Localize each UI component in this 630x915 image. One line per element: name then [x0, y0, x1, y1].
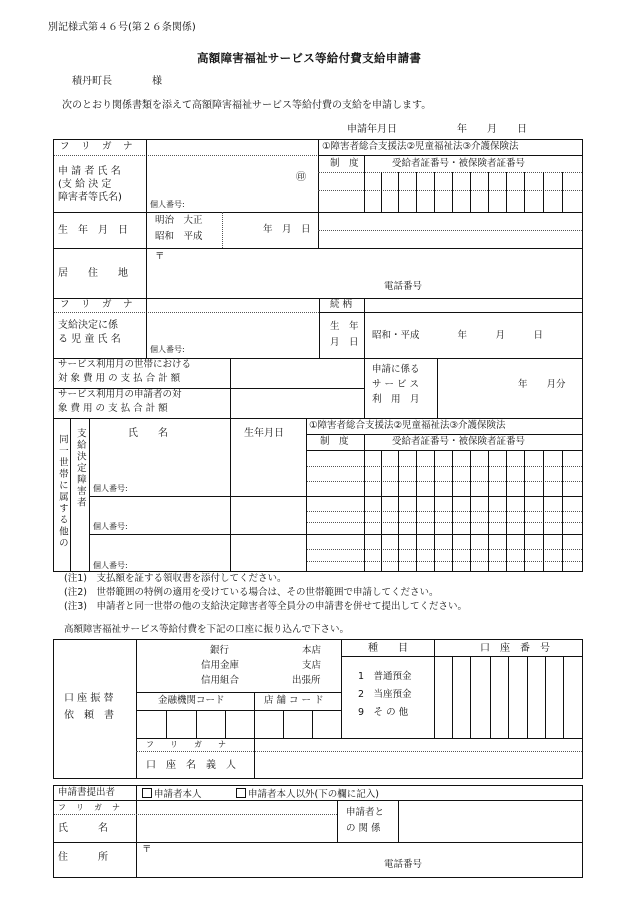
household-personal-number-1: 個人番号:	[93, 484, 128, 493]
page-title: 高額障害福祉サービス等給付費支給申請書	[197, 51, 422, 65]
note-3: (注3) 申請者と同一世帯の他の支給決定障害者等全員分の申請書を併せて提出してください。	[64, 601, 467, 612]
submitter-label: 申請書提出者	[58, 787, 116, 798]
submitter-self-option[interactable]	[142, 788, 202, 801]
inst-code-label: 金融機関コード	[158, 695, 225, 706]
branch-code-label: 店 舗 コ ー ド	[264, 695, 324, 706]
child-name-label-2: る 児 童 氏 名	[58, 334, 121, 345]
household-personal-number-3: 個人番号:	[93, 561, 128, 570]
service-month-label-3: 利 用 月	[372, 394, 420, 405]
note-1: (注1) 支払額を証する領収書を添付してください。	[64, 573, 287, 584]
holder-furigana-label: フ リ ガ ナ	[146, 740, 226, 749]
cert-number-label: 受給者証番号・被保険者証番号	[392, 158, 526, 169]
applicant-total-label-2: 象 費 用 の 支 払 合 計 額	[58, 403, 168, 414]
household-side-label-a: 同一世帯に属する他の	[56, 434, 68, 549]
note-2: (注2) 世帯範囲の特例の適用を受けている場合は、その世帯範囲で申請してください。	[64, 587, 439, 598]
bank-inst-type-1: 銀行	[210, 645, 230, 656]
submitter-address-label: 住 所	[58, 852, 108, 863]
seal-mark: ㊞	[296, 172, 306, 183]
seido-label: 制 度	[330, 158, 359, 169]
branch-type-3: 出張所	[292, 675, 321, 686]
household-side-label-b: 支給決定障害者	[74, 428, 86, 509]
child-birth-label-2: 月 日	[330, 337, 359, 348]
account-type-1: 1 普通預金	[358, 671, 412, 682]
birthdate-ymd: 年 月 日	[263, 224, 311, 235]
phone-label: 電話番号	[384, 281, 423, 292]
submitter-furigana-label: フ リ ガ ナ	[58, 803, 121, 812]
account-type-3: 9 そ の 他	[358, 707, 409, 718]
era-options-1: 明治 大正	[155, 215, 203, 226]
household-law-header: ①障害者総合支援法②児童福祉法③介護保険法	[309, 420, 506, 431]
applicant-personal-number: 個人番号:	[150, 200, 185, 209]
household-birth-col: 生年月日	[244, 428, 284, 439]
account-number-header: 口 座 番 号	[480, 643, 550, 654]
other-checkbox[interactable]	[236, 788, 246, 798]
submitter-relation-label-1: 申請者と	[346, 807, 385, 818]
self-checkbox[interactable]	[142, 788, 152, 798]
child-furigana-label: フ リ ガ ナ	[60, 299, 134, 310]
self-option-label: 申請者本人	[154, 789, 202, 800]
address-label: 居 住 地	[58, 268, 128, 279]
form-number: 別記様式第４６号(第２６条関係)	[48, 22, 196, 33]
relation-label: 続 柄	[330, 299, 353, 310]
intro-text: 次のとおり関係書類を添えて高額障害福祉サービス等給付費の支給を申請します。	[62, 100, 432, 111]
child-birth-label-1: 生 年	[330, 321, 359, 332]
household-personal-number-2: 個人番号:	[93, 522, 128, 531]
child-personal-number: 個人番号:	[150, 345, 185, 354]
era-options-2: 昭和 平成	[155, 231, 203, 242]
applicant-name-label: 申 請 者 氏 名	[58, 166, 121, 177]
applicant-law-header: ①障害者総合支援法②児童福祉法③介護保険法	[322, 141, 519, 152]
postal-mark: 〒	[155, 251, 165, 262]
household-name-col: 氏 名	[128, 428, 168, 439]
account-type-2: 2 当座預金	[358, 689, 412, 700]
bank-inst-type-3: 信用組合	[201, 675, 240, 686]
submitter-name-label: 氏 名	[58, 823, 108, 834]
service-month-label-2: サ ー ビ ス	[372, 379, 420, 390]
applicant-name-label-3: 障害者等氏名)	[58, 192, 122, 203]
submitter-postal-mark: 〒	[142, 844, 152, 855]
bank-inst-type-2: 信用金庫	[201, 660, 240, 671]
submitter-relation-label-2: の 関 係	[346, 823, 381, 834]
applicant-total-label: サービス利用月の申請者の対	[58, 389, 182, 400]
household-total-label-2: 対 象 費 用 の 支 払 合 計 額	[58, 373, 181, 384]
account-holder-label: 口 座 名 義 人	[146, 760, 236, 771]
household-total-label: サービス利用月の世帯における	[58, 359, 192, 370]
branch-type-1: 本店	[302, 645, 322, 656]
bank-side-label-2: 依 頼 書	[64, 710, 114, 721]
applicant-name-label-2: (支 給 決 定	[58, 179, 112, 190]
account-type-header: 種 目	[368, 643, 408, 654]
application-date: 申請年月日 年 月 日	[347, 124, 527, 135]
other-option-label: 申請者本人以外(下の欄に記入)	[248, 789, 379, 800]
birthdate-label: 生 年 月 日	[58, 225, 128, 236]
branch-type-2: 支店	[302, 660, 322, 671]
service-month-value: 年 月分	[518, 379, 566, 390]
household-cert-number: 受給者証番号・被保険者証番号	[392, 436, 526, 447]
addressee: 積丹町長 様	[72, 76, 162, 87]
child-name-label: 支給決定に係	[58, 320, 118, 331]
submitter-other-option[interactable]	[236, 788, 379, 801]
bank-side-label-1: 口 座 振 替	[64, 693, 114, 704]
submitter-phone-label: 電話番号	[384, 859, 423, 870]
applicant-furigana-label: フ リ ガ ナ	[60, 141, 134, 152]
service-month-label: 申請に係る	[372, 364, 420, 375]
child-birthdate: 昭和・平成 年 月 日	[372, 330, 544, 341]
bank-intro: 高額障害福祉サービス等給付費を下記の口座に振り込んで下さい。	[64, 624, 350, 635]
household-seido: 制 度	[320, 436, 349, 447]
